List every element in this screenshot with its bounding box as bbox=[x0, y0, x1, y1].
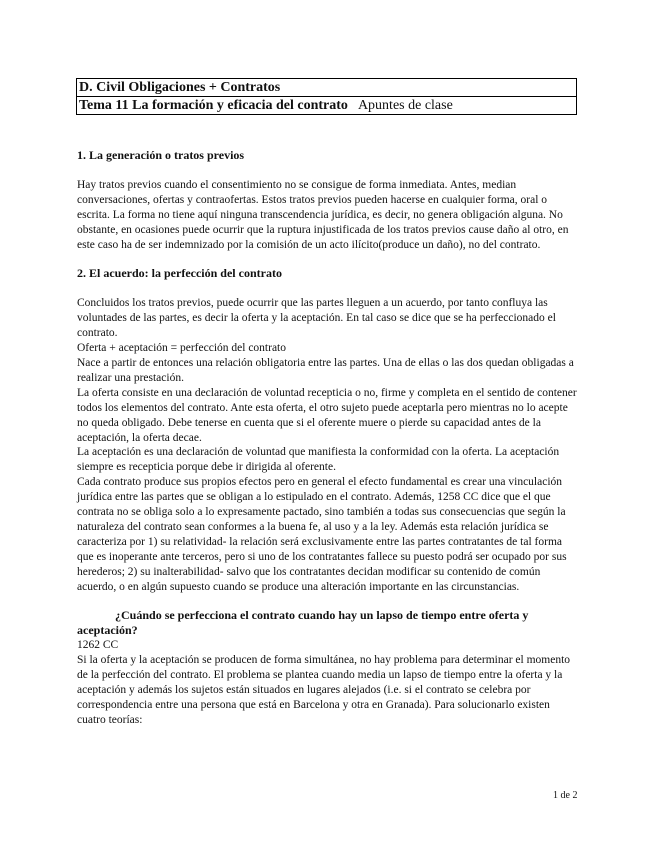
topic-subtitle: Apuntes de clase bbox=[357, 98, 453, 113]
section-2-heading: 2. El acuerdo: la perfección del contrato bbox=[77, 266, 282, 281]
section-1-paragraph: Hay tratos previos cuando el consentimiento no se consigue de forma inmediata. Antes, median conversaciones, ofertas y contraofertas. Estos tratos previos pueden hacerse en cualquier forma, oral o escrita. La forma no tiene aquí ninguna transcendencia jurídica, es decir, no genera obligación alguna. No obstante, en ocasiones puede ocurrir que la ruptura injustificada de los tratos previos cause daño al otro, en este caso ha de ser indemnizado por la comisión de un acto ilícito(produce un daño), no del contrato. bbox=[77, 178, 569, 251]
question-heading: ¿Cuándo se perfecciona el contrato cuando hay un lapso de tiempo entre oferta y aceptación? bbox=[77, 608, 529, 638]
page-number: 1 de 2 bbox=[553, 790, 578, 801]
section-2-paragraph-2: Nace a partir de entonces una relación obligatoria entre las partes. Una de ellas o las dos quedan obligadas a realizar una prestación. bbox=[77, 356, 574, 384]
section-1-heading: 1. La generación o tratos previos bbox=[77, 148, 245, 162]
section-2-paragraph-3: La oferta consiste en una declaración de voluntad recepticia o no, firme y completa en el sentido de contener todos los elementos del contrato. Ante esta oferta, el otro sujeto puede aceptarla pero mientras no lo acepte no queda obligado. Debe tenerse en cuenta que si el oferente muere o pierde su capacidad antes de la aceptación, la oferta decae. bbox=[77, 386, 577, 444]
topic-title: Tema 11 La formación y eficacia del contrato bbox=[79, 98, 348, 113]
header-topic-line bbox=[77, 96, 576, 114]
section-2-formula: Oferta + aceptación = perfección del contrato bbox=[77, 342, 286, 355]
document-body bbox=[77, 148, 577, 728]
header-course-line: D. Civil Obligaciones + Contratos bbox=[79, 80, 281, 95]
section-2-paragraph-4: La aceptación es una declaración de voluntad que manifiesta la conformidad con la oferta. La aceptación siempre es recepticia porque debe ir dirigida al oferente. bbox=[77, 446, 560, 474]
question-paragraph: Si la oferta y la aceptación se producen de forma simultánea, no hay problema para determinar el momento de la perfección del contrato. El problema se plantea cuando media un lapso de tiempo entre la oferta y la aceptación y además los sujetos están situados en lugares alejados (i.e. si el contrato se celebra por correspondencia entre una persona que está en Barcelona y otra en Granada). Para solucionarlo existen cuatro teorías: bbox=[77, 654, 571, 726]
document-header bbox=[76, 78, 577, 115]
section-2-paragraph-1: Concluidos los tratos previos, puede ocurrir que las partes lleguen a un acuerdo, por tanto confluya las voluntades de las partes, es decir la oferta y la aceptación. En tal caso se dice que se ha perfeccionado el contrato. bbox=[77, 297, 556, 340]
section-2-paragraph-5: Cada contrato produce sus propios efectos pero en general el efecto fundamental es crear una vinculación jurídica entre las partes que se obligan a lo estipulado en el contrato. Además, 1258 CC dice que el que contrata no se obliga solo a lo expresamente pactado, sino también a todas sus consecuencias que según la naturaleza del contrato sean conformes a la buena fe, al uso y a la ley. Además esta relación jurídica se caracteriza por 1) su relatividad- la relación será exclusivamente entre las partes contratantes de tal forma que es inoperante ante terceros, pero si uno de los contratantes fallece su puesto podrá ser ocupado por sus herederos; 2) su inalterabilidad- salvo que los contratantes decidan modificar su contenido de común acuerdo, o en algún supuesto cuando se produce una alteración importante en las circunstancias. bbox=[77, 476, 567, 593]
legal-reference: 1262 CC bbox=[77, 639, 119, 652]
